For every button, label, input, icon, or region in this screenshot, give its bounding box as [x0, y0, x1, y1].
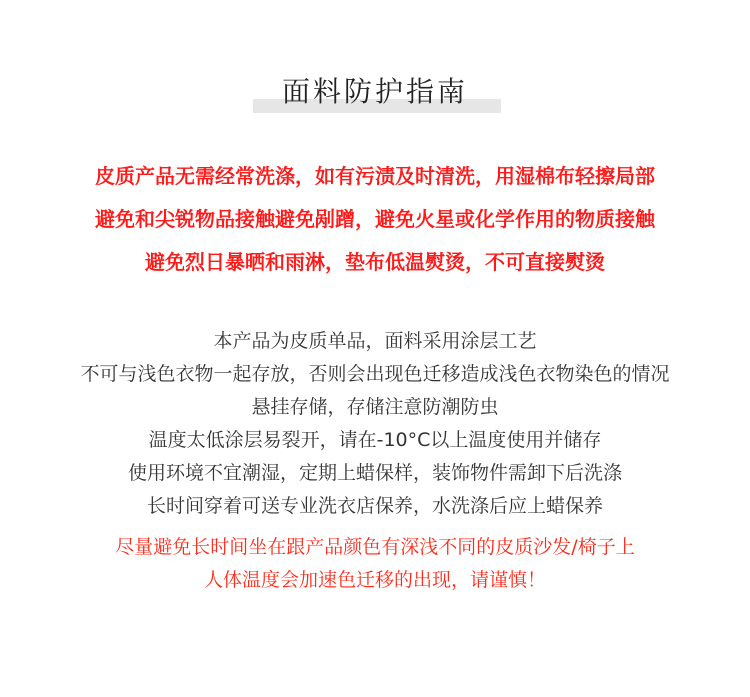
warning-list [0, 155, 750, 284]
care-info-line: 不可与浅色衣物一起存放，否则会出现色迁移造成浅色衣物染色的情况 [80, 363, 670, 385]
care-info-list [0, 325, 750, 523]
caution-line: 人体温度会加速色迁移的出现，请谨慎！ [203, 569, 546, 591]
title-section [0, 70, 750, 114]
warning-line: 避免和尖锐物品接触避免剐蹭，避免火星或化学作用的物质接触 [95, 207, 655, 231]
care-info-line: 悬挂存储，存储注意防潮防虫 [251, 396, 499, 418]
caution-notes [0, 531, 750, 597]
caution-line: 尽量避免长时间坐在跟产品颜色有深浅不同的皮质沙发/椅子上 [115, 536, 635, 558]
care-info-line: 长时间穿着可送专业洗衣店保养，水洗涤后应上蜡保养 [146, 495, 603, 517]
page-title: 面料防护指南 [281, 75, 468, 108]
care-info-line: 本产品为皮质单品，面料采用涂层工艺 [213, 330, 537, 352]
care-info-line: 使用环境不宜潮湿，定期上蜡保样，装饰物件需卸下后洗涤 [127, 462, 622, 484]
warning-line: 避免烈日暴晒和雨淋，垫布低温熨烫，不可直接熨烫 [145, 250, 605, 274]
care-info-line: 温度太低涂层易裂开，请在-10°C以上温度使用并储存 [148, 429, 602, 451]
warning-line: 皮质产品无需经常洗涤，如有污渍及时清洗，用湿棉布轻擦局部 [95, 164, 655, 188]
